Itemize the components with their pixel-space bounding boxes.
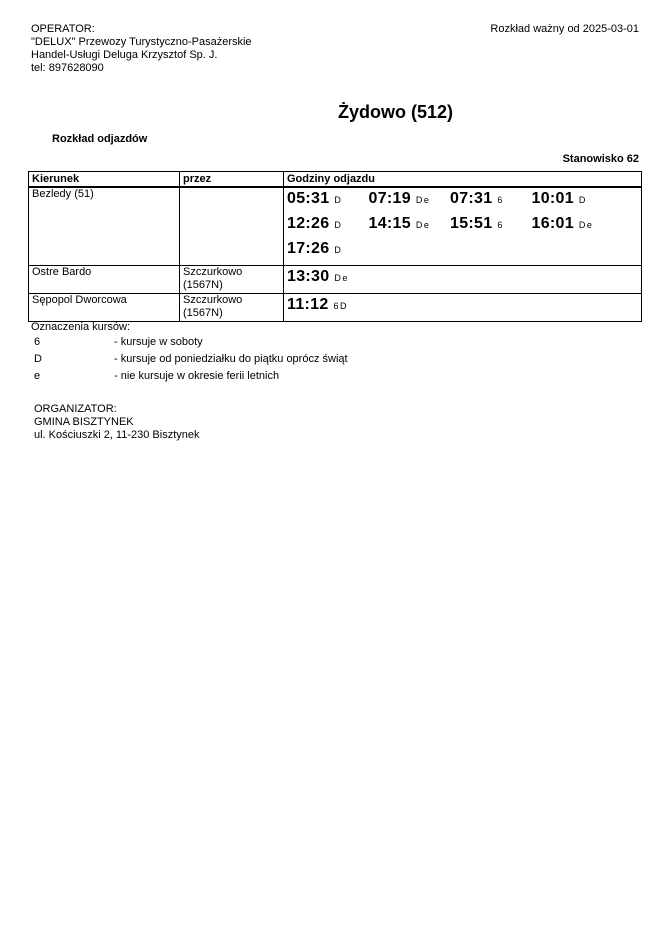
departure-time xyxy=(450,215,532,240)
departure-time xyxy=(287,240,369,265)
direction-cell: Ostre Bardo xyxy=(29,266,180,294)
departure-time xyxy=(287,296,369,321)
departure-hour: 16:01 xyxy=(531,215,574,232)
header-direction: Kierunek xyxy=(29,172,180,188)
header-via: przez xyxy=(180,172,284,188)
course-marks: D xyxy=(334,245,343,255)
operator-company: Handel-Usługi Deluga Krzysztof Sp. J. xyxy=(31,49,218,61)
departure-list xyxy=(287,188,638,265)
legend-desc: - nie kursuje w okresie ferii letnich xyxy=(114,370,280,382)
departure-time xyxy=(532,215,614,240)
timetable xyxy=(28,171,642,322)
course-marks: De xyxy=(415,220,431,230)
departure-time xyxy=(287,190,369,215)
valid-from: Rozkład ważny od 2025-03-01 xyxy=(490,23,639,35)
organizer-name: GMINA BISZTYNEK xyxy=(34,416,134,428)
departure-hour: 15:51 xyxy=(450,215,493,232)
via-cell: Szczurkowo (1567N) xyxy=(180,294,284,322)
table-row xyxy=(29,187,642,266)
header-times: Godziny odjazdu xyxy=(284,172,642,188)
departure-list xyxy=(287,266,638,293)
course-marks: 6 xyxy=(497,195,504,205)
departure-hour: 11:12 xyxy=(287,296,329,313)
operator-name: "DELUX" Przewozy Turystyczno-Pasażerskie xyxy=(31,36,252,48)
organizer-address: ul. Kościuszki 2, 11-230 Bisztynek xyxy=(34,429,200,441)
departure-hour: 13:30 xyxy=(287,268,330,285)
page-title: Żydowo (512) xyxy=(338,102,454,122)
operator-block xyxy=(31,23,252,75)
legend-desc: - kursuje od poniedziałku do piątku oprócz świąt xyxy=(114,353,348,365)
departure-time xyxy=(532,190,614,215)
course-marks: De xyxy=(334,273,349,283)
legend-key: D xyxy=(34,353,42,365)
legend xyxy=(34,336,348,387)
direction-cell: Bezledy (51) xyxy=(29,187,180,266)
departure-hour: 17:26 xyxy=(287,240,330,257)
legend-key: 6 xyxy=(34,336,41,348)
departure-hour: 05:31 xyxy=(287,190,330,207)
platform-label: Stanowisko 62 xyxy=(562,153,639,165)
legend-desc: - kursuje w soboty xyxy=(114,336,203,348)
timetable-body xyxy=(29,187,642,322)
departure-hour: 10:01 xyxy=(531,190,574,207)
legend-item xyxy=(34,370,348,387)
departure-time xyxy=(287,215,369,240)
direction-cell: Sępopol Dworcowa xyxy=(29,294,180,322)
departure-time xyxy=(287,268,369,293)
organizer-label: ORGANIZATOR: xyxy=(34,403,117,415)
departure-hour: 14:15 xyxy=(368,215,411,232)
departure-list xyxy=(287,294,638,321)
departure-time xyxy=(369,190,451,215)
table-row xyxy=(29,294,642,322)
course-marks: De xyxy=(415,195,431,205)
legend-key: e xyxy=(34,370,41,382)
via-cell: Szczurkowo (1567N) xyxy=(180,266,284,294)
departure-hour: 12:26 xyxy=(287,215,330,232)
organizer-block xyxy=(34,403,199,442)
course-marks: D xyxy=(334,220,343,230)
departure-hour: 07:31 xyxy=(450,190,493,207)
operator-phone: tel: 897628090 xyxy=(31,62,104,74)
times-cell xyxy=(284,294,642,322)
course-marks: D xyxy=(334,195,343,205)
departure-hour: 07:19 xyxy=(368,190,411,207)
legend-item xyxy=(34,353,348,370)
departure-time xyxy=(369,215,451,240)
legend-item xyxy=(34,336,348,353)
departure-time xyxy=(450,190,532,215)
course-marks: 6 xyxy=(497,220,504,230)
subtitle: Rozkład odjazdów xyxy=(52,133,148,145)
times-cell xyxy=(284,187,642,266)
times-cell xyxy=(284,266,642,294)
table-row xyxy=(29,266,642,294)
course-marks: D xyxy=(578,195,587,205)
table-header-row xyxy=(29,172,642,188)
legend-title: Oznaczenia kursów: xyxy=(31,321,131,333)
course-marks: 6D xyxy=(333,301,349,311)
operator-label: OPERATOR: xyxy=(31,23,95,35)
via-cell xyxy=(180,187,284,266)
course-marks: De xyxy=(578,220,594,230)
